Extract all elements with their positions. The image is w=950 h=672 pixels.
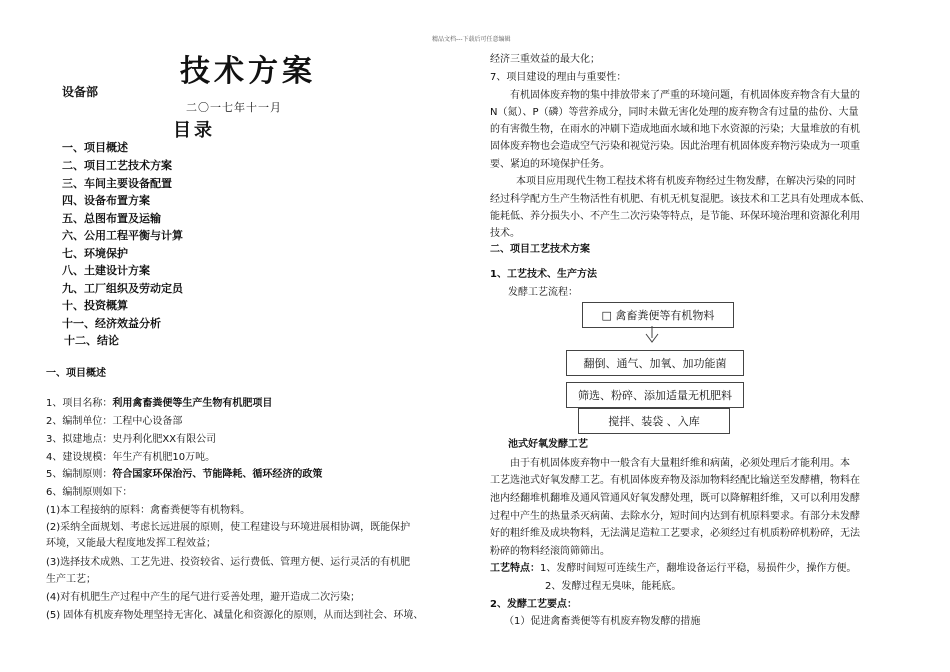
flow-step-turning: 翻倒、通气、加氧、加功能菌 [566, 350, 744, 376]
toc-item: 七、环境保护 [62, 247, 128, 260]
toc-title: 目录 [173, 120, 215, 141]
toc-item: 十一、经济效益分析 [62, 317, 161, 330]
body-line: 4、建设规模：年生产有机肥10万吨。 [46, 452, 216, 463]
body-line: 的有害微生物，在雨水的冲刷下造成地面水域和地下水资源的污染；大量堆放的有机 [490, 124, 860, 135]
flow-step-raw-material: □ 禽畜粪便等有机物料 [582, 302, 734, 328]
flow-label: 发酵工艺流程： [508, 287, 578, 298]
toc-item: 四、设备布置方案 [62, 194, 150, 207]
toc-item: 六、公用工程平衡与计算 [62, 229, 183, 242]
body-line: N（氮）、P（磷）等营养成分，同时未做无害化处理的废弃物含有过量的盐份、大量 [490, 107, 859, 118]
body-line: 7、项目建设的理由与重要性： [490, 72, 627, 83]
body-line: 5、编制原则：符合国家环保治污、节能降耗、循环经济的政策 [46, 469, 323, 480]
body-line: 6、编制原则如下： [46, 487, 133, 498]
body-line: (1)本工程接纳的原料：禽畜粪便等有机物料。 [46, 505, 251, 516]
toc-item: 一、项目概述 [62, 141, 128, 154]
body-line: (5) 固体有机废弃物处理坚持无害化、减量化和资源化的原则，从而达到社会、环境、 [46, 610, 424, 621]
body-line: (2)采纳全面规划、考虑长远进展的原则，使工程建设与环境进展相协调，既能保护 [46, 522, 411, 533]
body-line: 1、项目名称：利用禽畜粪便等生产生物有机肥项目 [46, 398, 273, 409]
body-line: 2、编制单位：工程中心设备部 [46, 416, 183, 427]
body-line: 3、拟建地点：史丹利化肥XX有限公司 [46, 434, 217, 445]
body-line: 环境，又能最大程度地发挥工程效益； [46, 538, 216, 549]
toc-item: 十、投资概算 [62, 299, 128, 312]
body-line: 生产工艺； [46, 574, 96, 585]
body-line: 工艺选池式好氧发酵工艺。有机固体废弃物及添加物料经配比输送至发酵槽，物料在 [490, 475, 860, 486]
feature-line: 工艺特点：1、发酵时间短可连续生产，翻堆设备运行平稳，易损件少，操作方便。 [490, 563, 857, 574]
document-date: 二〇一七年十一月 [186, 101, 282, 114]
body-line: 有机固体废弃物的集中排放带来了严重的环境问题，有机固体废弃物含有大量的 [510, 90, 860, 101]
body-line: 要、紧迫的环境保护任务。 [490, 159, 610, 170]
subsection-heading: 1、工艺技术、生产方法 [490, 269, 597, 280]
body-line: 经过科学配方生产生物活性有机肥、有机无机复混肥。该技术和工艺具有处理成本低、 [490, 194, 870, 205]
body-line: 本项目应用现代生物工程技术将有机废弃物经过生物发酵，在解决污染的同时 [516, 176, 856, 187]
body-line: 能耗低、养分损失小、不产生二次污染等特点，是节能、环保环境治理和资源化利用 [490, 211, 860, 222]
pool-heading: 池式好氧发酵工艺 [508, 439, 588, 450]
key-points-heading: 2、发酵工艺要点： [490, 599, 577, 610]
toc-item: 二、项目工艺技术方案 [62, 159, 172, 172]
toc-item: 三、车间主要设备配置 [62, 177, 172, 190]
body-line: 池内经翻堆机翻堆及通风管通风好氧发酵处理，既可以降解粗纤维，又可以利用发酵 [490, 493, 860, 504]
body-line: (4)对有机肥生产过程中产生的尾气进行妥善处理，避开造成二次污染； [46, 592, 361, 603]
flow-step-packaging: 搅拌、装袋 、入库 [578, 408, 730, 434]
document-title: 技术方案 [180, 54, 316, 89]
body-line: 经济三重效益的最大化； [490, 54, 600, 65]
department: 设备部 [62, 85, 99, 99]
header-note: 精品文档---下载后可任意编辑 [432, 36, 511, 43]
body-line: 技术。 [490, 228, 520, 239]
body-line: 好的粗纤维及成块物料，无法满足造粒工艺要求，必须经过有机质粉碎机粉碎，无法 [490, 528, 860, 539]
body-line: 过程中产生的热量杀灭病菌、去除水分，短时间内达到有机原料要求。有部分未发酵 [490, 511, 860, 522]
flow-step-screening: 筛选、粉碎、添加适量无机肥料 [566, 382, 744, 408]
body-line: （1）促进禽畜粪便等有机废弃物发酵的措施 [504, 616, 701, 627]
body-line: (3)选择技术成熟、工艺先进、投资较省、运行费低、管理方便、运行灵活的有机肥 [46, 557, 411, 568]
toc-item: 十二、结论 [64, 334, 119, 347]
toc-item: 五、总图布置及运输 [62, 212, 161, 225]
body-line: 粉碎的物料经滚筒筛筛出。 [490, 546, 610, 557]
section-heading-overview: 一、项目概述 [46, 368, 106, 379]
body-line: 由于有机固体废弃物中一般含有大量粗纤维和病菌，必须处理后才能利用。本 [510, 458, 850, 469]
down-arrow-icon [640, 326, 664, 346]
toc-item: 九、工厂组织及劳动定员 [62, 282, 183, 295]
toc-item: 八、土建设计方案 [62, 264, 150, 277]
feature-line: 2、发酵过程无臭味，能耗底。 [545, 581, 682, 592]
body-line: 固体废弃物也会造成空气污染和视觉污染。因此治理有机固体废弃物污染成为一项重 [490, 141, 860, 152]
section-heading-process: 二、项目工艺技术方案 [490, 244, 590, 255]
